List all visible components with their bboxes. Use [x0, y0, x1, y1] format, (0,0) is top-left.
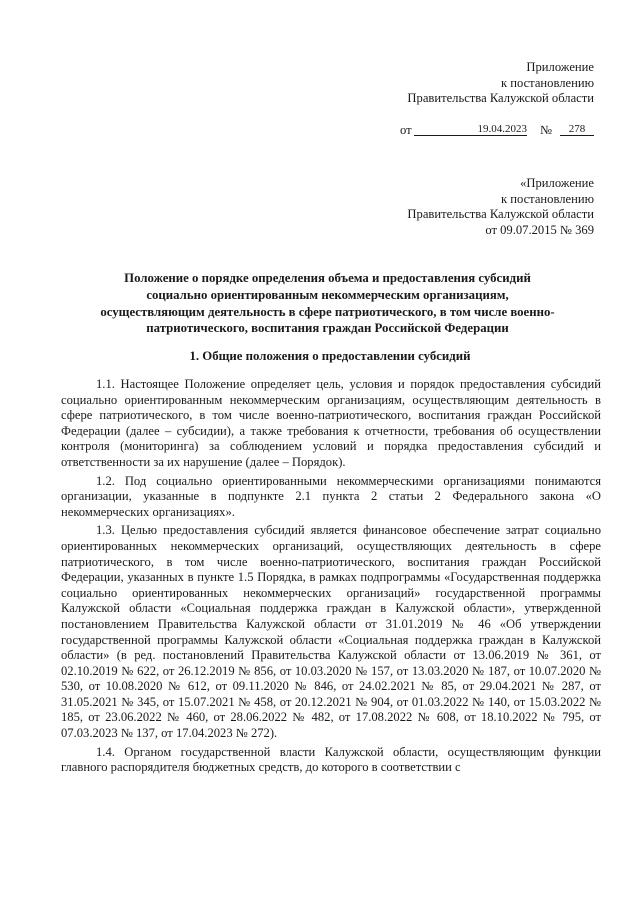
- decree-date-number-line: [400, 118, 600, 142]
- decree-from-label: от: [400, 123, 412, 138]
- prev-appendix-line3: Правительства Калужской области: [407, 207, 594, 222]
- document-title: [70, 270, 585, 337]
- title-line4: патриотического, воспитания граждан Российской Федерации: [146, 321, 509, 336]
- decree-number-label: №: [540, 123, 553, 138]
- decree-date: 19.04.2023: [414, 123, 527, 136]
- appendix-line3: Правительства Калужской области: [407, 91, 594, 106]
- paragraph-1-3: 1.3. Целью предоставления субсидий является финансовое обеспечение затрат социально ориентированных некоммерческих организаций, осуществляющих деятельность в сфере патриотического, в том числе военно-патриотического, воспитания граждан Российской Федерации, указанных в пункте 1.5 Порядка, в рамках подпрограммы «Государственная поддержка социально ориентированных некоммерческих организаций» государственной программы Калужской области «Социальная поддержка граждан в Калужской области», утвержденной постановлением Правительства Калужской области от 31.01.2019 № 46 «Об утверждении государственной программы Калужской области «Социальная поддержка граждан в Калужской области» (в ред. постановлений Правительства Калужской области от 13.06.2019 № 361, от 02.10.2019 № 622, от 26.12.2019 № 856, от 10.03.2020 № 157, от 13.03.2020 № 187, от 10.07.2020 № 530, от 10.08.2020 № 612, от 09.11.2020 № 846, от 24.02.2021 № 85, от 29.04.2021 № 287, от 31.05.2021 № 345, от 15.07.2021 № 458, от 20.12.2021 № 904, от 01.03.2022 № 140, от 15.03.2022 № 185, от 23.06.2022 № 460, от 28.06.2022 № 482, от 17.08.2022 № 608, от 18.10.2022 № 795, от 07.03.2023 № 137, от 17.04.2023 № 272).: [61, 523, 601, 741]
- appendix-line1: Приложение: [526, 60, 594, 74]
- title-line2: социально ориентированным некоммерческим организациям,: [146, 287, 509, 302]
- paragraph-1-2: 1.2. Под социально ориентированными некоммерческими организациями понимаются организации, указанные в подпункте 2.1 пункта 2 статьи 2 Федерального закона «О некоммерческих организациях».: [61, 473, 601, 519]
- prev-appendix-line2: к постановлению: [500, 191, 594, 206]
- title-line1: Положение о порядке определения объема и предоставления субсидий: [124, 271, 531, 285]
- section-heading: 1. Общие положения о предоставлении субсидий: [189, 349, 471, 363]
- appendix-line2: к постановлению: [500, 75, 594, 90]
- document-body: [61, 377, 601, 779]
- prev-appendix-line4: от 09.07.2015 № 369: [485, 222, 594, 237]
- paragraph-1-4: 1.4. Органом государственной власти Калужской области, осуществляющим функции главного распорядителя бюджетных средств, до которого в соответствии с: [61, 744, 601, 775]
- appendix-header: [407, 60, 594, 107]
- title-line3: осуществляющим деятельность в сфере патриотического, в том числе военно-: [100, 304, 555, 319]
- prev-appendix-line1: «Приложение: [520, 176, 594, 190]
- previous-appendix-header: [407, 176, 594, 238]
- decree-number: 278: [560, 123, 594, 136]
- paragraph-1-1: 1.1. Настоящее Положение определяет цель, условия и порядок предоставления субсидий социально ориентированным некоммерческим организациям, осуществляющим деятельность в сфере патриотического, в том числе военно-патриотического, воспитания граждан Российской Федерации (далее – субсидии), а также требования к отчетности, требования об осуществлении контроля (мониторинга) за соблюдением условий и порядка предоставления субсидий и ответственности за их нарушение (далее – Порядок).: [61, 377, 601, 469]
